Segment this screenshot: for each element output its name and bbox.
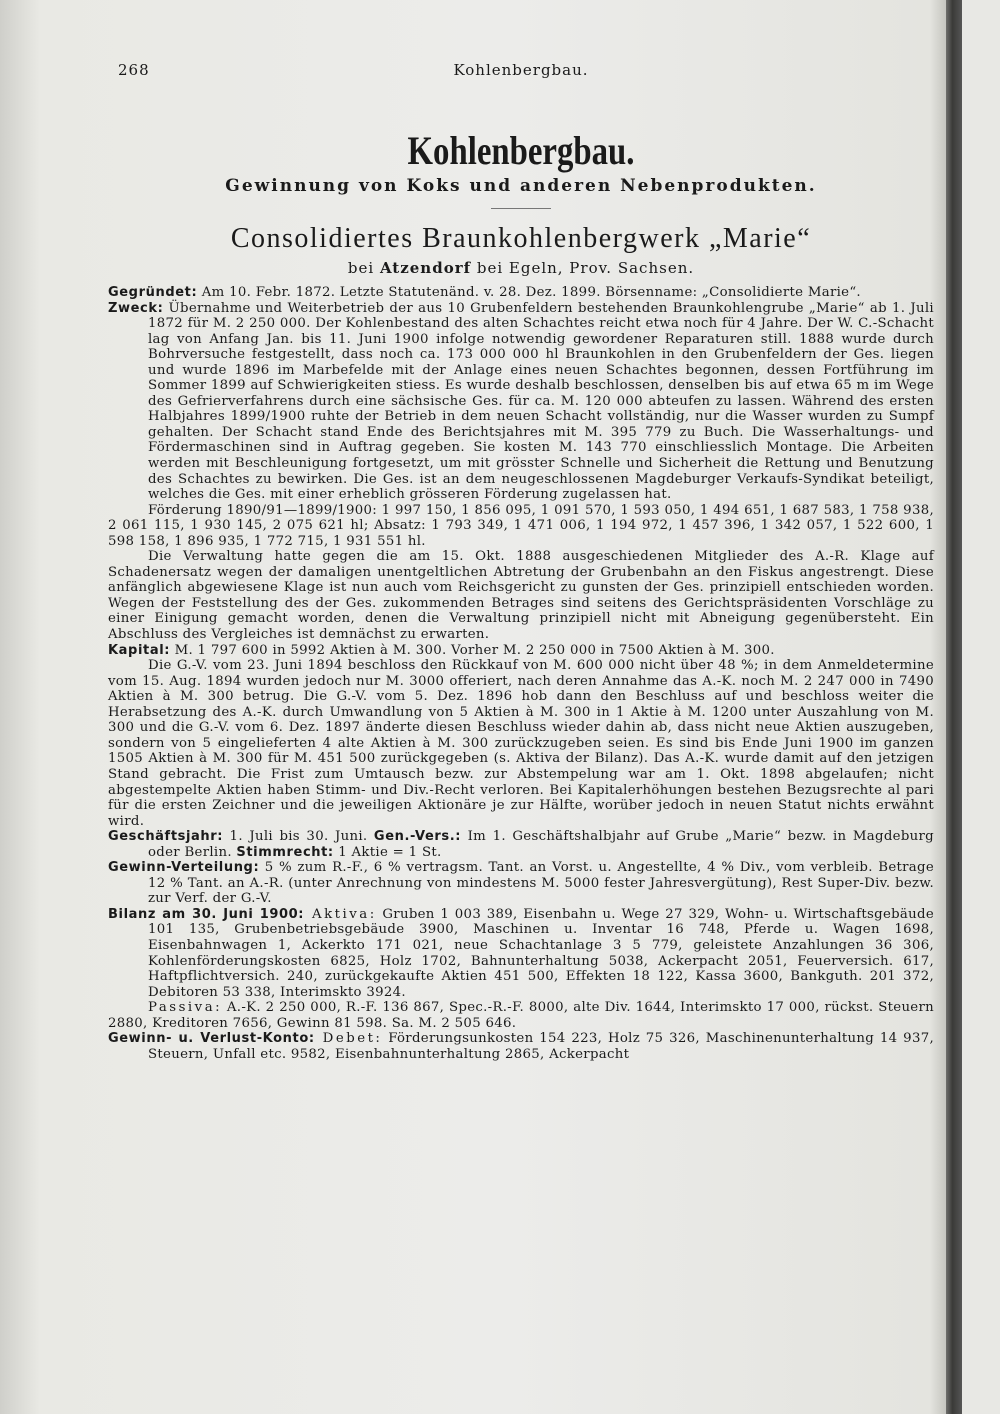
paragraph-kapital-history: Die G.-V. vom 23. Juni 1894 beschloss den Rückkauf von M. 600 000 nicht über 48 %; in dem Anmeldetermine vom 15. Aug. 1894 wurden jedoch nur M. 3000 offeriert, nach deren Annahme das A.-K. noch M. 2 247 000 in 7490 Aktien à M. 300 betrug. Die G.-V. vom 5. Dez. 1896 hob dann den Beschluss auf und beschloss weiter die Herabsetzung des A.-K. durch Umwandlung von 5 Aktien à M. 300 in 1 Aktie à M. 1200 unter Auszahlung von M. 300 und die G.-V. vom 6. Dez. 1897 änderte diesen Beschluss wieder dahin ab, dass nicht neue Aktien auszugeben, sondern von 5 eingelieferten 4 alte Aktien à M. 300 zurückzugeben seien. Es sind bis Ende Juni 1900 im ganzen 1505 Aktien à M. 300 für M. 451 500 zurückgegeben (s. Aktiva der Bilanz). Das A.-K. wurde damit auf den jetzigen Stand gebracht. Die Frist zum Umtausch bezw. zur Abstempelung war am 1. Okt. 1898 abgelaufen; nicht abgestempelte Aktien haben Stimm- und Div.-Recht verloren. Bei Kapitalerhöhungen bestehen Bezugsrechte al pari für die ersten Zeichner und die jeweiligen Aktionäre je zur Hälfte, worüber jedoch in neuen Statut nichts erwähnt wird.: [108, 658, 934, 829]
label-gegruendet: Gegründet:: [108, 285, 198, 300]
location-town: Atzendorf: [379, 259, 472, 277]
text-zweck: Übernahme und Weiterbetrieb der aus 10 Grubenfeldern bestehenden Braunkohlengrube „Marie“ ab 1. Juli 1872 für M. 2 250 000. Der Kohlenbestand des alten Schachtes reicht etwa noch für 4 Jahre. Der W. C.-Schacht lag von Anfang Jan. bis 11. Juni 1900 infolge notwendig gewordener Reparaturen still. 1888 wurde durch Bohrversuche festgestellt, dass noch ca. 173 000 000 hl Braunkohlen in den Grubenfeldern der Ges. liegen und wurde 1896 im Marbefelde mit der Anlage eines neuen Schachtes begonnen, dessen Fortführung im Sommer 1899 auf Schwierigkeiten stiess. Es wurde deshalb beschlossen, denselben bis auf etwa 65 m im Wege des Gefrierverfahrens durch eine sächsische Ges. für ca. M. 120 000 abteufen zu lassen. Während des ersten Halbjahres 1899/1900 ruhte der Betrieb in dem neuen Schacht vollständig, nur die Wasser wurden zu Sumpf gehalten. Der Schacht stand Ende des Berichtsjahres mit M. 395 779 zu Buch. Die Wasserhaltungs- und Fördermaschinen sind in Auftrag gegeben. Sie kosten M. 143 770 einschliesslich Montage. Die Arbeiten werden mit Beschleunigung fortgesetzt, um mit grösster Schnelle und Sicherheit die Rettung und Benutzung des Schachtes zu bewirken. Die Ges. ist an dem neugeschlossenen Magdeburger Verkaufs-Syndikat beteiligt, welches die Ges. mit einer erheblich grösseren Förderung zugelassen hat.: [148, 300, 934, 503]
label-geschaeftsjahr: Geschäftsjahr:: [108, 829, 224, 845]
section-zweck: [108, 301, 934, 503]
label-aktiva: Aktiva:: [304, 906, 377, 922]
text-debet: Förderungsunkosten 154 223, Holz 75 326, Maschinenunterhaltung 14 937, Steuern, Unfall etc. 9582, Eisenbahnunterhaltung 2865, Ackerpacht: [148, 1031, 934, 1062]
paragraph-klage: Die Verwaltung hatte gegen die am 15. Okt. 1888 ausgeschiedenen Mitglieder des A.-R. Klage auf Schadenersatz wegen der damaligen unentgeltlichen Abtretung der Grubenbahn an den Fiskus angestrengt. Diese anfänglich abgewiesene Klage ist nun auch vom Reichsgericht zu gunsten der Ges. prinzipiell entschieden worden. Wegen der Feststellung des der Ges. zukommenden Betrages sind seitens des Gerichtspräsidenten Vorschläge zu einer Einigung gemacht worden, denen die Verwaltung prinzipiell nicht mit Abneigung gegenübersteht. Ein Abschluss des Vergleiches ist demnächst zu erwarten.: [108, 549, 934, 643]
article-body: [108, 285, 934, 1062]
text-gewinn-verteilung: 5 % zum R.-F., 6 % vertragsm. Tant. an Vorst. u. Angestellte, 4 % Div., vom verbleib. Betrage 12 % Tant. an A.-R. (unter Anrechnung von mindestens M. 5000 fester Jahresvergütung), Rest Super-Div. bezw. zur Verf. der G.-V.: [148, 860, 934, 907]
text-gen-vers: Im 1. Geschäftshalbjahr auf Grube „Marie“ bezw. in Magdeburg oder Berlin.: [148, 829, 934, 860]
text-passiva: A.-K. 2 250 000, R.-F. 136 867, Spec.-R.-F. 8000, alte Div. 1644, Interimskto 17 000, rückst. Steuern 2880, Kreditoren 7656, Gewinn 81 598. Sa. M. 2 505 646.: [108, 1000, 934, 1031]
chapter-subtitle: Gewinnung von Koks und anderen Nebenprodukten.: [225, 176, 817, 196]
paragraph-foerderung: Förderung 1890/91—1899/1900: 1 997 150, 1 856 095, 1 091 570, 1 593 050, 1 494 651, 1 687 583, 1 758 938, 2 061 115, 1 930 145, 2 075 621 hl; Absatz: 1 793 349, 1 471 006, 1 194 972, 1 457 396, 1 342 057, 1 522 600, 1 598 158, 1 896 935, 1 772 715, 1 931 551 hl.: [108, 502, 934, 549]
section-gewinn-verteilung: [108, 860, 934, 907]
binding-shadow: [946, 0, 962, 1414]
section-gegruendet: [108, 285, 934, 301]
company-name: Consolidiertes Braunkohlenbergwerk „Marie“: [230, 223, 812, 254]
location-pre: bei: [347, 259, 375, 277]
label-gen-vers: Gen.-Vers.:: [373, 829, 462, 845]
text-aktiva: Gruben 1 003 389, Eisenbahn u. Wege 27 329, Wohn- u. Wirtschaftsgebäude 101 135, Grubenbetriebsgebäude 3900, Maschinen u. Inventar 16 748, Pferde u. Wagen 1698, Eisenbahnwagen 1, Ackerkto 171 021, neue Schachtanlage 3 5 779, geleistete Anzahlungen 36 306, Kohlenförderungskosten 6825, Holz 1702, Bahnunterhaltung 5038, Ackerpacht 2051, Feuerversich. 617, Haftpflichtversich. 240, zurückgekaufte Aktien 451 500, Effekten 18 122, Kassa 3600, Bankguth. 201 372, Debitoren 53 338, Interimskto 3924.: [148, 906, 935, 1000]
label-zweck: Zweck:: [108, 300, 164, 316]
text-gegruendet: Am 10. Febr. 1872. Letzte Statutenänd. v. 28. Dez. 1899. Börsenname: „Consolidierte Marie“.: [197, 285, 861, 300]
running-title: Kohlenbergbau.: [453, 61, 589, 79]
page-number: 268: [118, 61, 150, 79]
label-bilanz: Bilanz am 30. Juni 1900:: [108, 906, 305, 922]
label-passiva: Passiva:: [148, 1000, 223, 1016]
section-geschaeftsjahr: [108, 829, 934, 860]
location-post: bei Egeln, Prov. Sachsen.: [476, 259, 695, 277]
adjacent-page-strip: [962, 0, 1000, 1414]
label-debet: Debet:: [314, 1031, 383, 1047]
label-stimmrecht: Stimmrecht:: [236, 844, 334, 860]
text-geschaeftsjahr: 1. Juli bis 30. Juni.: [223, 829, 374, 845]
chapter-title: Kohlenbergbau.: [407, 128, 635, 173]
label-gewinn-verlust: Gewinn- u. Verlust-Konto:: [108, 1031, 315, 1047]
text-kapital: M. 1 797 600 in 5992 Aktien à M. 300. Vorher M. 2 250 000 in 7500 Aktien à M. 300.: [170, 642, 775, 658]
text-stimmrecht: 1 Aktie = 1 St.: [333, 844, 442, 860]
section-gewinn-verlust: [108, 1031, 934, 1062]
section-bilanz: [108, 907, 934, 1000]
label-gewinn-verteilung: Gewinn-Verteilung:: [108, 860, 260, 876]
label-kapital: Kapital:: [108, 642, 171, 658]
section-kapital: [108, 643, 934, 659]
separator-rule: [491, 208, 551, 209]
company-location: [108, 259, 934, 277]
running-header: [108, 55, 934, 83]
document-page: [108, 55, 934, 1062]
paragraph-passiva: [108, 1000, 934, 1031]
